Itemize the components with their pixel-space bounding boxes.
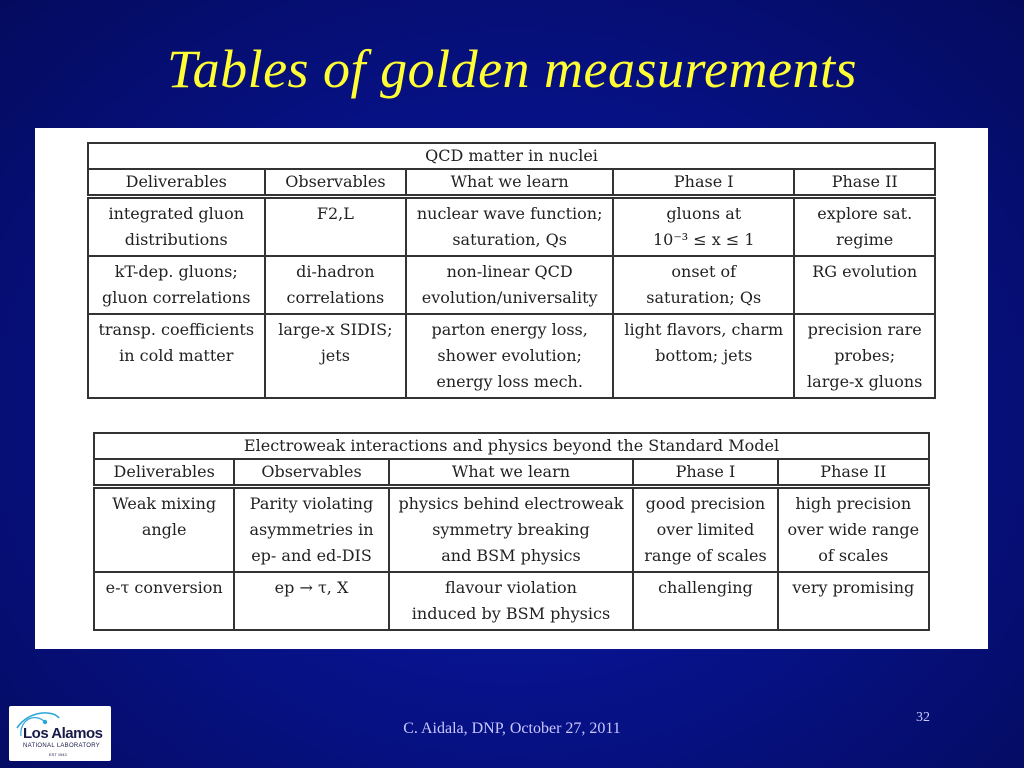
table-cell: explore sat. regime [794,197,935,257]
table-cell: transp. coefficients in cold matter [88,314,265,398]
electroweak-table [93,432,930,631]
column-header: Phase II [794,169,935,197]
column-header: Observables [234,459,388,487]
table-cell: F2,L [265,197,407,257]
column-header: Deliverables [88,169,265,197]
table-cell: di-hadron correlations [265,256,407,314]
table-cell: e-τ conversion [94,572,234,630]
page-number: 32 [916,710,930,725]
column-header: What we learn [406,169,613,197]
table-cell: integrated gluon distributions [88,197,265,257]
table-cell: physics behind electroweak symmetry breaking and BSM physics [389,487,634,573]
table-cell: very promising [778,572,929,630]
column-header: Phase I [633,459,777,487]
table-cell: challenging [633,572,777,630]
table-cell: good precision over limited range of scales [633,487,777,573]
table-row [88,197,935,257]
table-cell: precision rare probes; large-x gluons [794,314,935,398]
column-header: Deliverables [94,459,234,487]
table-cell: RG evolution [794,256,935,314]
table-cell: Weak mixing angle [94,487,234,573]
table-cell: Parity violating asymmetries in ep- and ed-DIS [234,487,388,573]
table-cell: non-linear QCD evolution/universality [406,256,613,314]
table-cell: kT-dep. gluons; gluon correlations [88,256,265,314]
column-header: What we learn [389,459,634,487]
table-row [94,487,929,573]
logo-est: EST 1943 [49,752,67,757]
logo-subtitle: NATIONAL LABORATORY [23,743,101,749]
table-cell: light flavors, charm bottom; jets [613,314,794,398]
table-caption: QCD matter in nuclei [88,143,935,169]
column-header: Observables [265,169,407,197]
table-cell: large-x SIDIS; jets [265,314,407,398]
tables-panel [35,128,988,649]
table-row [88,314,935,398]
table-cell: flavour violation induced by BSM physics [389,572,634,630]
table-cell: onset of saturation; Qs [613,256,794,314]
qcd-matter-table [87,142,936,399]
logo-name: Los Alamos [23,725,103,742]
table-cell: gluons at 10⁻³ ≤ x ≤ 1 [613,197,794,257]
column-header: Phase I [613,169,794,197]
table-row [88,256,935,314]
slide-title: Tables of golden measurements [167,39,857,99]
table-row [94,572,929,630]
table-caption: Electroweak interactions and physics beyond the Standard Model [94,433,929,459]
footer-credit: C. Aidala, DNP, October 27, 2011 [403,720,621,737]
column-header: Phase II [778,459,929,487]
table-cell: parton energy loss, shower evolution; energy loss mech. [406,314,613,398]
table-cell: ep → τ, X [234,572,388,630]
table-cell: high precision over wide range of scales [778,487,929,573]
table-cell: nuclear wave function; saturation, Qs [406,197,613,257]
